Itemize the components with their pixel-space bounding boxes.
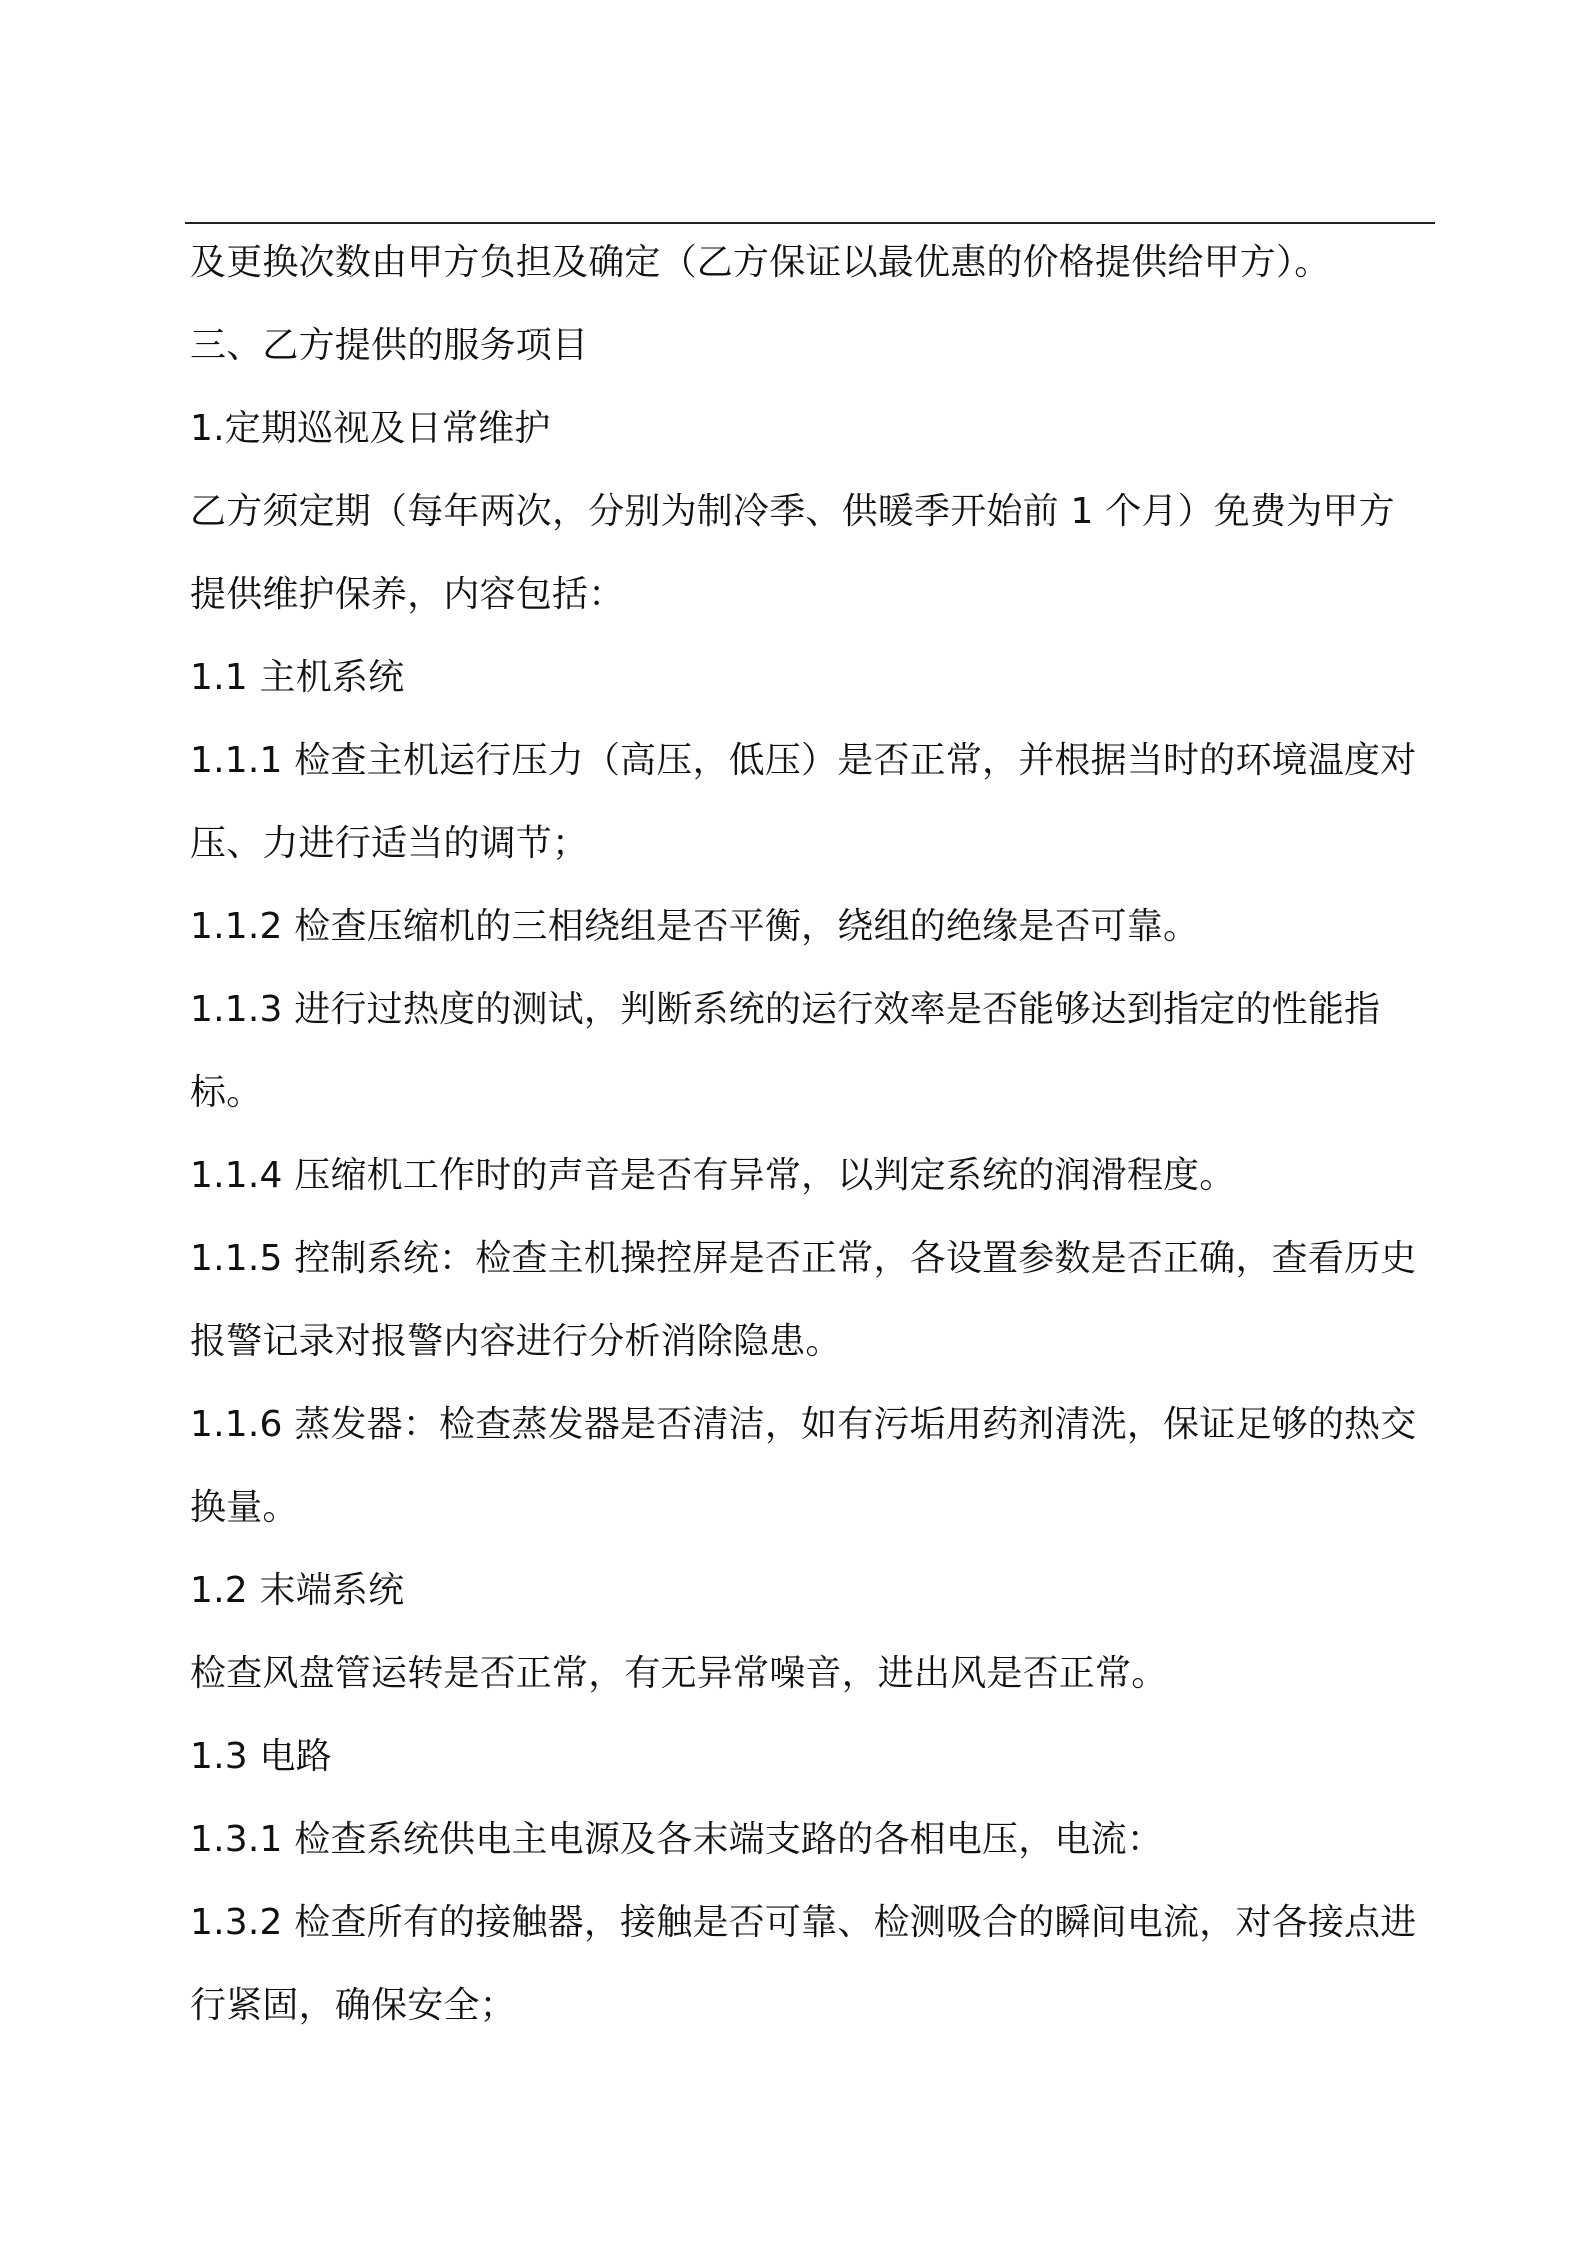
item-heading: 1.2 末端系统 [190, 1570, 405, 1611]
list-item-continuation: 压、力进行适当的调节； [190, 823, 589, 864]
paragraph-line: 乙方须定期（每年两次，分别为制冷季、供暖季开始前 1 个月）免费为甲方 [190, 491, 1395, 532]
document-body [190, 232, 1440, 2058]
paragraph-line: 提供维护保养，内容包括： [190, 574, 625, 615]
list-item: 1.1.2 检查压缩机的三相绕组是否平衡，绕组的绝缘是否可靠。 [190, 906, 1200, 947]
header-rule [185, 222, 1435, 224]
list-item-continuation: 换量。 [190, 1487, 299, 1528]
list-item: 1.1.5 控制系统：检查主机操控屏是否正常，各设置参数是否正确，查看历史 [190, 1238, 1417, 1279]
section-heading: 三、乙方提供的服务项目 [190, 325, 589, 366]
list-item-continuation: 报警记录对报警内容进行分析消除隐患。 [190, 1321, 842, 1362]
list-item-continuation: 标。 [190, 1072, 263, 1113]
list-item: 1.1.4 压缩机工作时的声音是否有异常，以判定系统的润滑程度。 [190, 1155, 1236, 1196]
list-item: 1.3.2 检查所有的接触器，接触是否可靠、检测吸合的瞬间电流，对各接点进 [190, 1902, 1417, 1943]
paragraph-line: 检查风盘管运转是否正常，有无异常噪音，进出风是否正常。 [190, 1653, 1168, 1694]
list-item: 1.1.6 蒸发器：检查蒸发器是否清洁，如有污垢用药剂清洗，保证足够的热交 [190, 1404, 1417, 1445]
subsection-heading: 1.定期巡视及日常维护 [190, 408, 551, 449]
list-item: 1.1.3 进行过热度的测试，判断系统的运行效率是否能够达到指定的性能指 [190, 989, 1381, 1030]
list-item: 1.3.1 检查系统供电主电源及各末端支路的各相电压，电流： [190, 1819, 1164, 1860]
item-heading: 1.1 主机系统 [190, 657, 405, 698]
item-heading: 1.3 电路 [190, 1736, 332, 1777]
list-item-continuation: 行紧固，确保安全； [190, 1985, 516, 2026]
list-item: 1.1.1 检查主机运行压力（高压，低压）是否正常，并根据当时的环境温度对 [190, 740, 1417, 781]
continuation-line: 及更换次数由甲方负担及确定（乙方保证以最优惠的价格提供给甲方）。 [190, 242, 1331, 283]
